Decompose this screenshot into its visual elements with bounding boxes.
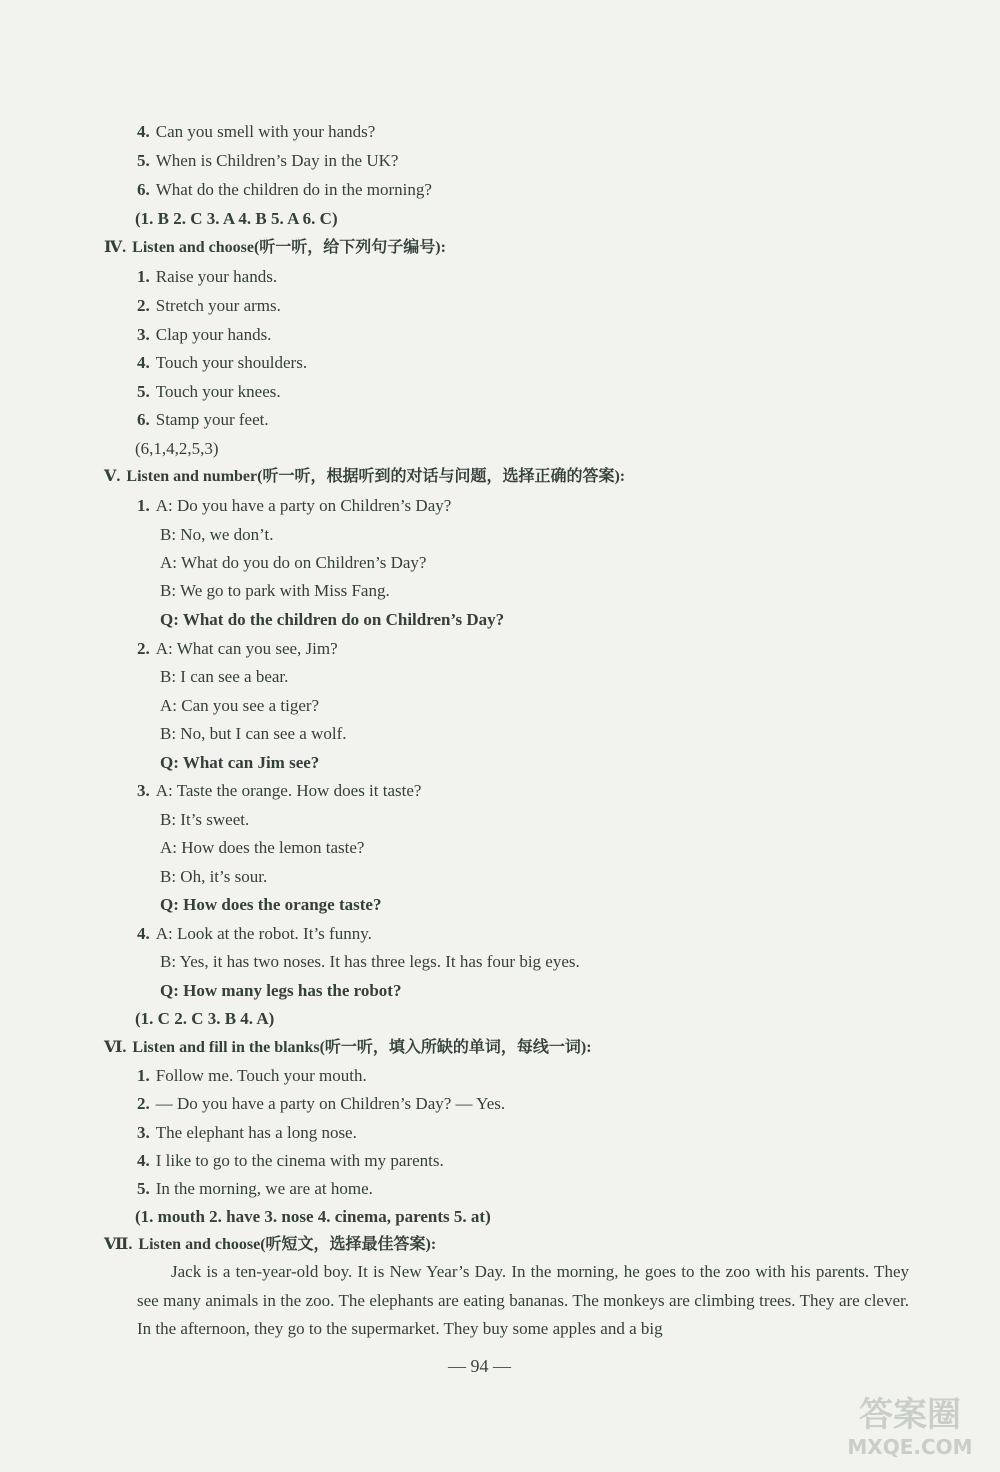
sec5-d1-line2: B: No, we don’t. (160, 525, 274, 544)
watermark-logo (830, 1384, 990, 1464)
watermark-line2: MXQE.COM (847, 1435, 973, 1459)
sec6-heading: Ⅵ. Listen and fill in the blanks(听一听，填入所缺的单词，每线一词): (104, 1039, 592, 1056)
sec5-d4-line1: 4. A: Look at the robot. It’s funny. (137, 924, 372, 943)
sec5-d1-line4: B: We go to park with Miss Fang. (160, 581, 390, 600)
sec5-d3-line2: B: It’s sweet. (160, 810, 250, 829)
sec6-item-2: 2. — Do you have a party on Children’s Day? — Yes. (137, 1094, 506, 1113)
sec5-d1-line3: A: What do you do on Children’s Day? (160, 553, 427, 572)
sec5-answers: (1. C 2. C 3. B 4. A) (135, 1009, 275, 1028)
sec5-d1-line1: 1. A: Do you have a party on Children’s Day? (137, 496, 452, 515)
sec5-d1-question: Q: What do the children do on Children’s Day? (160, 610, 505, 629)
sec6-item-3: 3. The elephant has a long nose. (137, 1123, 357, 1142)
sec5-d4-question: Q: How many legs has the robot? (160, 981, 402, 1000)
sec6-item-1: 1. Follow me. Touch your mouth. (137, 1066, 367, 1085)
sec5-d3-line3: A: How does the lemon taste? (160, 838, 365, 857)
sec5-d2-line1: 2. A: What can you see, Jim? (137, 639, 338, 658)
sec4-item-4: 4. Touch your shoulders. (137, 353, 308, 372)
sec7-heading: Ⅶ. Listen and choose(听短文，选择最佳答案): (104, 1236, 437, 1253)
sec4-item-6: 6. Stamp your feet. (137, 410, 269, 429)
sec6-answers: (1. mouth 2. have 3. nose 4. cinema, parents 5. at) (135, 1207, 491, 1226)
sec5-heading: Ⅴ. Listen and number(听一听，根据听到的对话与问题，选择正确的答案): (104, 468, 626, 485)
sec5-d3-question: Q: How does the orange taste? (160, 895, 382, 914)
sec5-d2-question: Q: What can Jim see? (160, 753, 320, 772)
sec7-paragraph: Jack is a ten-year-old boy. It is New Year’s Day. In the morning, he goes to the zoo with his parents. They see many animals in the zoo. The elephants are eating bananas. The monkeys are climbing trees. They are clever. In the afternoon, they go to the supermarket. They buy some apples and a big (137, 1262, 909, 1338)
sec3-item-4: 4. Can you smell with your hands? (137, 122, 376, 141)
sec3-item-6: 6. What do the children do in the morning? (137, 180, 432, 199)
sec6-item-4: 4. I like to go to the cinema with my parents. (137, 1151, 444, 1170)
sec5-d2-line3: A: Can you see a tiger? (160, 696, 320, 715)
sec5-d2-line4: B: No, but I can see a wolf. (160, 724, 347, 743)
watermark-line1: 答案圈 (859, 1395, 961, 1435)
sec4-heading: Ⅳ. Listen and choose(听一听，给下列句子编号): (104, 239, 446, 256)
sec6-item-5: 5. In the morning, we are at home. (137, 1179, 373, 1198)
sec4-item-2: 2. Stretch your arms. (137, 296, 281, 315)
sec4-item-5: 5. Touch your knees. (137, 382, 281, 401)
sec4-answers: (6,1,4,2,5,3) (135, 439, 219, 458)
sec5-d3-line1: 3. A: Taste the orange. How does it taste? (137, 781, 422, 800)
sec5-d3-line4: B: Oh, it’s sour. (160, 867, 268, 886)
sec5-d4-line2: B: Yes, it has two noses. It has three legs. It has four big eyes. (160, 952, 580, 971)
sec4-item-1: 1. Raise your hands. (137, 267, 278, 286)
sec3-item-5: 5. When is Children’s Day in the UK? (137, 151, 399, 170)
sec5-d2-line2: B: I can see a bear. (160, 667, 289, 686)
sec4-item-3: 3. Clap your hands. (137, 325, 272, 344)
page-number: — 94 — (448, 1356, 511, 1376)
sec3-answers: (1. B 2. C 3. A 4. B 5. A 6. C) (135, 209, 338, 228)
